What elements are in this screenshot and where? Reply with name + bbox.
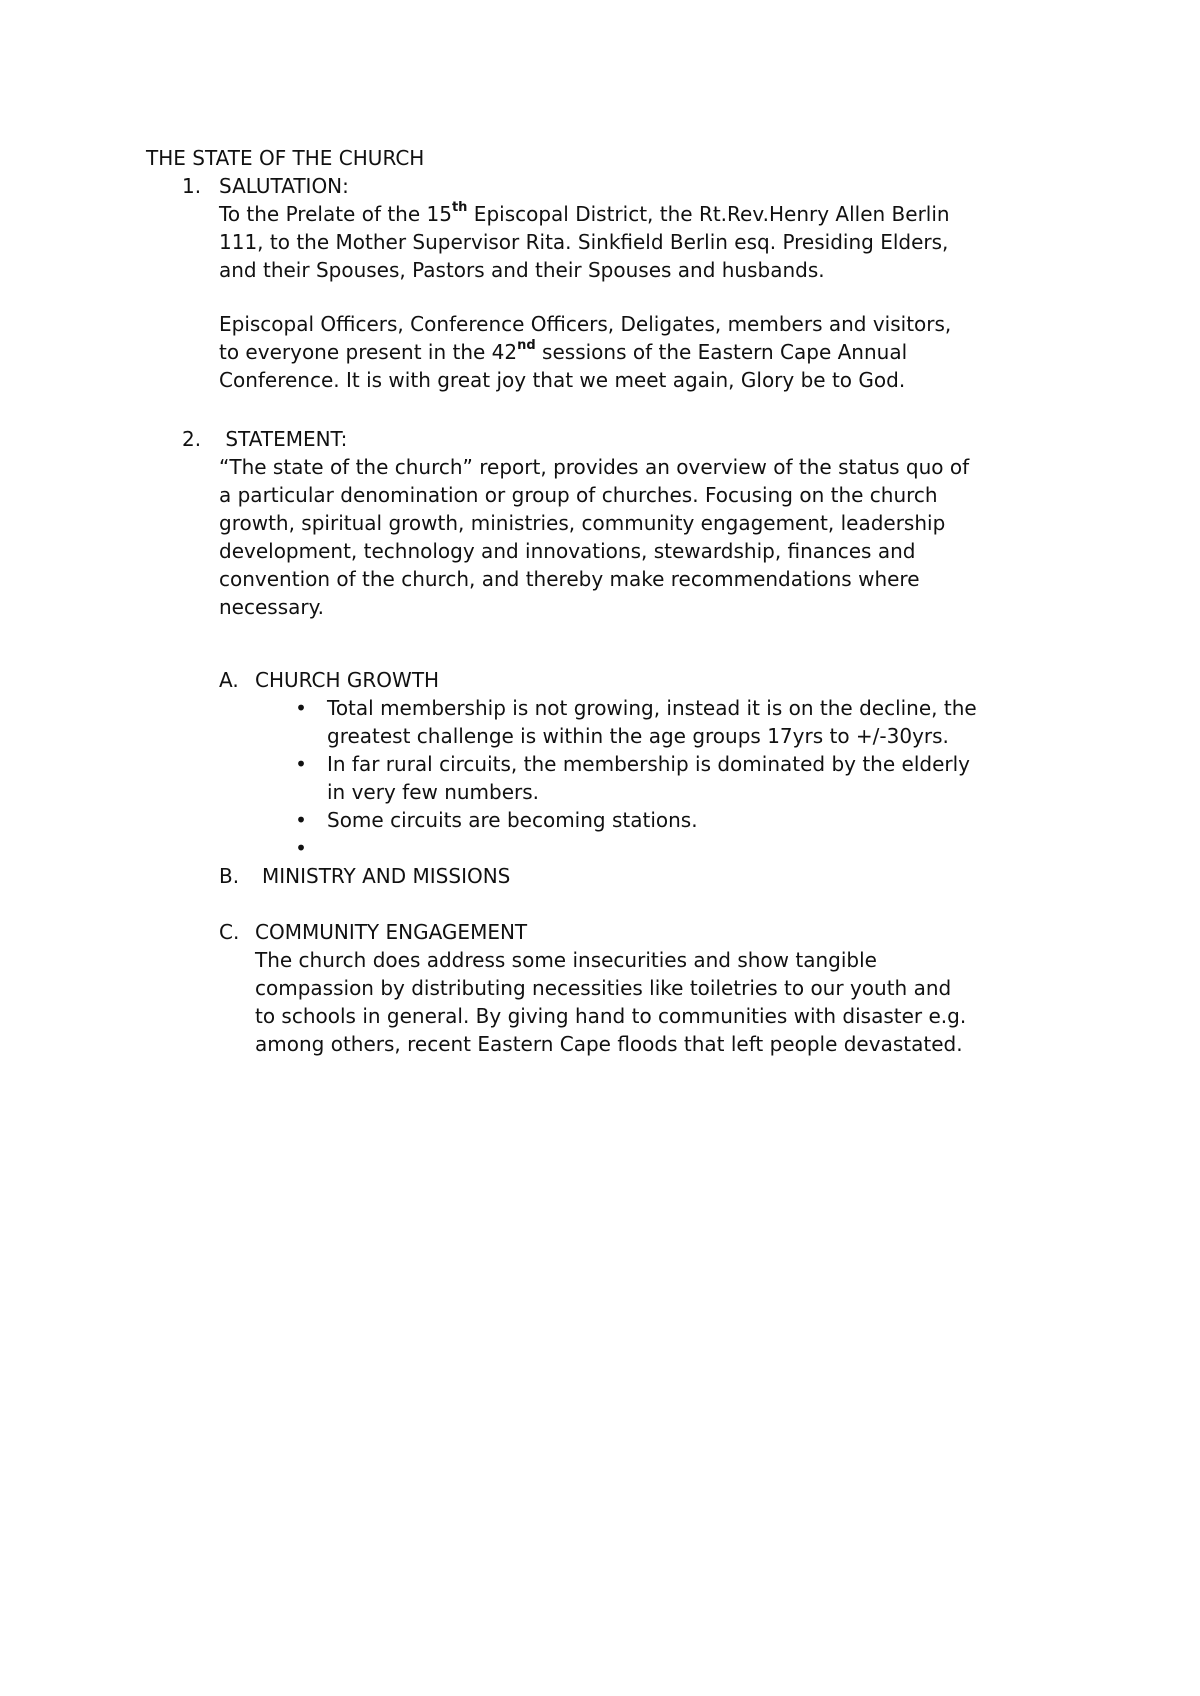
salutation-line: and their Spouses, Pastors and their Spouses and husbands. [219, 258, 825, 282]
salutation-line: Episcopal Officers, Conference Officers, Deligates, members and visitors, [219, 312, 952, 336]
salutation-line [219, 338, 1069, 366]
bullet-line: in very few numbers. [327, 780, 540, 804]
bullet-icon: • [295, 836, 307, 860]
bullet-line [327, 834, 1051, 862]
statement-line: growth, spiritual growth, ministries, community engagement, leadership [219, 511, 946, 535]
body-line: compassion by distributing necessities like toiletries to our youth and [255, 976, 952, 1000]
section-heading: SALUTATION: [219, 174, 349, 198]
body-line: among others, recent Eastern Cape floods that left people devastated. [255, 1032, 963, 1056]
list-item [291, 834, 1051, 862]
section-number: 2. [182, 427, 202, 451]
bullet-icon: • [295, 696, 307, 720]
statement-line: convention of the church, and thereby make recommendations where [219, 567, 920, 591]
salutation-line: Conference. It is with great joy that we meet again, Glory be to God. [219, 368, 906, 392]
list-item [291, 694, 1051, 750]
salutation-line [219, 200, 1069, 228]
section-body [219, 425, 1069, 621]
subsection-letter: C. [219, 920, 240, 944]
paragraph-spacer [219, 284, 1069, 310]
bullet-icon: • [295, 752, 307, 776]
document-title: THE STATE OF THE CHURCH [146, 146, 425, 170]
subsection-letter: A. [219, 668, 239, 692]
text-run: to everyone present in the 42 [219, 340, 518, 364]
superscript: nd [517, 338, 536, 354]
salutation-line: 111, to the Mother Supervisor Rita. Sinkfield Berlin esq. Presiding Elders, [219, 230, 949, 254]
statement-line: necessary. [219, 595, 324, 619]
list-item [291, 806, 1051, 834]
text-run: Episcopal District, the Rt.Rev.Henry Allen Berlin [467, 202, 950, 226]
bullet-list [291, 694, 1051, 862]
section-heading: STATEMENT: [219, 427, 348, 451]
text-run: To the Prelate of the 15 [219, 202, 452, 226]
statement-line: “The state of the church” report, provides an overview of the status quo of [219, 455, 970, 479]
section-number: 1. [182, 174, 202, 198]
bullet-line: Total membership is not growing, instead it is on the decline, the [327, 696, 977, 720]
section-body [219, 172, 1069, 394]
bullet-line: greatest challenge is within the age groups 17yrs to +/-30yrs. [327, 724, 949, 748]
list-item [291, 750, 1051, 806]
subsection-heading: MINISTRY AND MISSIONS [262, 864, 511, 888]
bullet-line: In far rural circuits, the membership is dominated by the elderly [327, 752, 970, 776]
subsection-heading: CHURCH GROWTH [255, 668, 440, 692]
statement-line: development, technology and innovations, stewardship, finances and [219, 539, 916, 563]
text-run: sessions of the Eastern Cape Annual [535, 340, 908, 364]
subsection-heading: COMMUNITY ENGAGEMENT [255, 920, 528, 944]
superscript: th [451, 200, 468, 216]
bullet-icon: • [295, 808, 307, 832]
subsection-body [255, 946, 1075, 1058]
statement-line: a particular denomination or group of churches. Focusing on the church [219, 483, 938, 507]
subsection-letter: B. [219, 864, 240, 888]
bullet-line: Some circuits are becoming stations. [327, 808, 698, 832]
body-line: to schools in general. By giving hand to communities with disaster e.g. [255, 1004, 967, 1028]
body-line: The church does address some insecurities and show tangible [255, 948, 877, 972]
